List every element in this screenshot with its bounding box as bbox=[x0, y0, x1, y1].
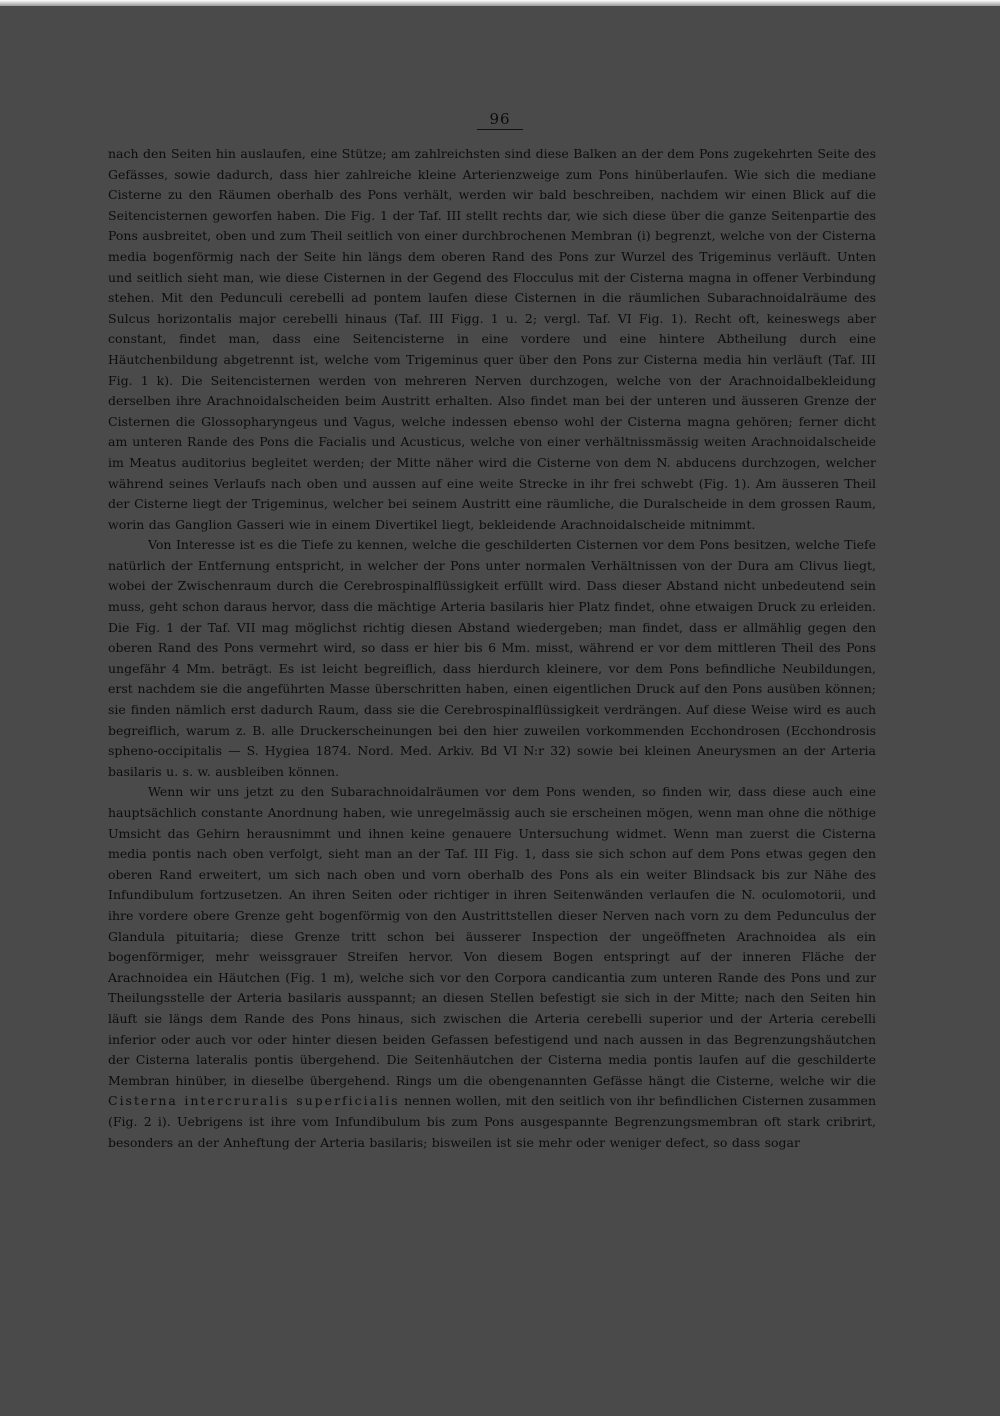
page-number bbox=[0, 110, 1000, 128]
spaced-term: Cisterna intercruralis superficialis bbox=[108, 1093, 400, 1109]
paragraph-1: nach den Seiten hin auslaufen, eine Stütze; am zahlreichsten sind diese Balken an der dem Pons zugekehrten Seite des Gefässes, sowie dadurch, dass hier zahlreiche kleine Arterienzweige zum Pons hinüberlaufen. Wie sich die mediane Cisterne zu den Räumen oberhalb des Pons verhält, werden wir bald beschreiben, nachdem wir einen Blick auf die Seitencisternen geworfen haben. Die Fig. 1 der Taf. III stellt rechts dar, wie sich diese über die ganze Seitenpartie des Pons ausbreitet, oben und zum Theil seitlich von einer durchbrochenen Membran (i) begrenzt, welche von der Cisterna media bogenförmig nach der Seite hin längs dem oberen Rand des Pons zur Wurzel des Trigeminus verläuft. Unten und seitlich sieht man, wie diese Cisternen in der Gegend des Flocculus mit der Cisterna magna in offener Verbindung stehen. Mit den Pedunculi cerebelli ad pontem laufen diese Cisternen in die räumlichen Subarachnoidalräume des Sulcus horizontalis major cerebelli hinaus (Taf. III Figg. 1 u. 2; vergl. Taf. VI Fig. 1). Recht oft, keineswegs aber constant, findet man, dass eine Seitencisterne in eine vordere und eine hintere Abtheilung durch eine Häutchenbildung abgetrennt ist, welche vom Trigeminus quer über den Pons zur Cisterna media hin verläuft (Taf. III Fig. 1 k). Die Seitencisternen werden von mehreren Nerven durchzogen, welche von der Arachnoidalbekleidung derselben ihre Arachnoidalscheiden beim Austritt erhalten. Also findet man bei der unteren und äusseren Grenze der Cisternen die Glossopharyngeus und Vagus, welche indessen ebenso wohl der Cisterna magna gehören; ferner dicht am unteren Rande des Pons die Facialis und Acusticus, welche von einer verhältnissmässig weiten Arachnoidalscheide im Meatus auditorius begleitet werden; der Mitte näher wird die Cisterne von dem N. abducens durchzogen, welcher während seines Verlaufs nach oben und aussen auf eine weite Strecke in ihr frei schwebt (Fig. 1). Am äusseren Theil der Cisterne liegt der Trigeminus, welcher bei seinem Austritt eine räumliche, die Duralscheide in dem grossen Raum, worin das Ganglion Gasseri wie in einem Divertikel liegt, bekleidende Arachnoidalscheide mitnimmt. bbox=[108, 146, 876, 532]
page-number-text: 96 bbox=[477, 110, 522, 130]
paragraph-2: Von Interesse ist es die Tiefe zu kennen, welche die geschilderten Cisternen vor dem Pons besitzen, welche Tiefe natürlich der Entfernung entspricht, in welcher der Pons unter normalen Verhältnissen von der Dura am Clivus liegt, wobei der Zwischenraum durch die Cerebrospinalflüssigkeit erfüllt wird. Dass dieser Abstand nicht unbedeutend sein muss, geht schon daraus hervor, dass die mächtige Arteria basilaris hier Platz findet, ohne etwaigen Druck zu erleiden. Die Fig. 1 der Taf. VII mag möglichst richtig diesen Abstand wiedergeben; man findet, dass er allmählig gegen den oberen Rand des Pons vermehrt wird, so dass er hier bis 6 Mm. misst, während er vor dem mittleren Theil des Pons ungefähr 4 Mm. beträgt. Es ist leicht begreiflich, dass hierdurch kleinere, vor dem Pons befindliche Neubildungen, erst nachdem sie die angeführten Masse überschritten haben, einen eigentlichen Druck auf den Pons ausüben können; sie finden nämlich erst dadurch Raum, dass sie die Cerebrospinalflüssigkeit verdrängen. Auf diese Weise wird es auch begreiflich, warum z. B. alle Druckerscheinungen bei den hier zuweilen vorkommenden Ecchondrosen (Ecchondrosis spheno-occipitalis — S. Hygiea 1874. Nord. Med. Arkiv. Bd VI N:r 32) sowie bei kleinen Aneurysmen an der Arteria basilaris u. s. w. ausbleiben können. bbox=[108, 537, 876, 779]
paragraph-3-text: Wenn wir uns jetzt zu den Subarachnoidalräumen vor dem Pons wenden, so finden wir, dass diese auch eine hauptsächlich constante Anordnung haben, wie unregelmässig auch sie erscheinen mögen, wenn man ohne die nöthige Umsicht das Gehirn herausnimmt und ihnen keine genauere Untersuchung widmet. Wenn man zuerst die Cisterna media pontis nach oben verfolgt, sieht man an der Taf. III Fig. 1, dass sie sich schon auf dem Pons etwas gegen den oberen Rand erweitert, um sich nach oben und vorn oberhalb des Pons als ein weiter Blindsack bis zur Nähe des Infundibulum fortzusetzen. An ihren Seiten oder richtiger in ihren Seitenwänden verlaufen die N. oculomotorii, und ihre vordere obere Grenze geht bogenförmig von den Austrittstellen dieser Nerven nach vorn zu dem Pedunculus der Glandula pituitaria; diese Grenze tritt schon bei äusserer Inspection der ungeöffneten Arachnoidea als ein bogenförmiger, mehr weissgrauer Streifen hervor. Von diesem Bogen entspringt auf der inneren Fläche der Arachnoidea ein Häutchen (Fig. 1 m), welche sich vor den Corpora candicantia zum unteren Rande des Pons und zur Theilungsstelle der Arteria basilaris ausspannt; an diesen Stellen befestigt sie sich in der Mitte; nach den Seiten hin läuft sie längs dem Rande des Pons hinaus, sich zwischen die Arteria cerebelli superior und der Arteria cerebelli inferior oder auch vor oder hinter diesen beiden Gefassen befestigend und nach aussen in das Begrenzungshäutchen der Cisterna lateralis pontis übergehend. Die Seitenhäutchen der Cisterna media pontis laufen auf die geschilderte Membran hinüber, in dieselbe übergehend. Rings um die obengenannten Gefässe hängt die Cisterne, welche wir die bbox=[108, 784, 876, 1088]
paragraph-3 bbox=[108, 782, 876, 1153]
page-top-edge bbox=[0, 0, 1000, 6]
paragraph-3-tail: nennen wollen, mit den seitlich von ihr befindlichen Cisternen zusammen (Fig. 2 i). Uebrigens ist ihre vom Infundibulum bis zum Pons ausgespannte Begrenzungsmembran oft stark cribrirt, besonders an der Anheftung der Arteria basilaris; bisweilen ist sie mehr oder weniger defect, so dass sogar bbox=[108, 1093, 876, 1150]
document-body bbox=[108, 144, 876, 1153]
